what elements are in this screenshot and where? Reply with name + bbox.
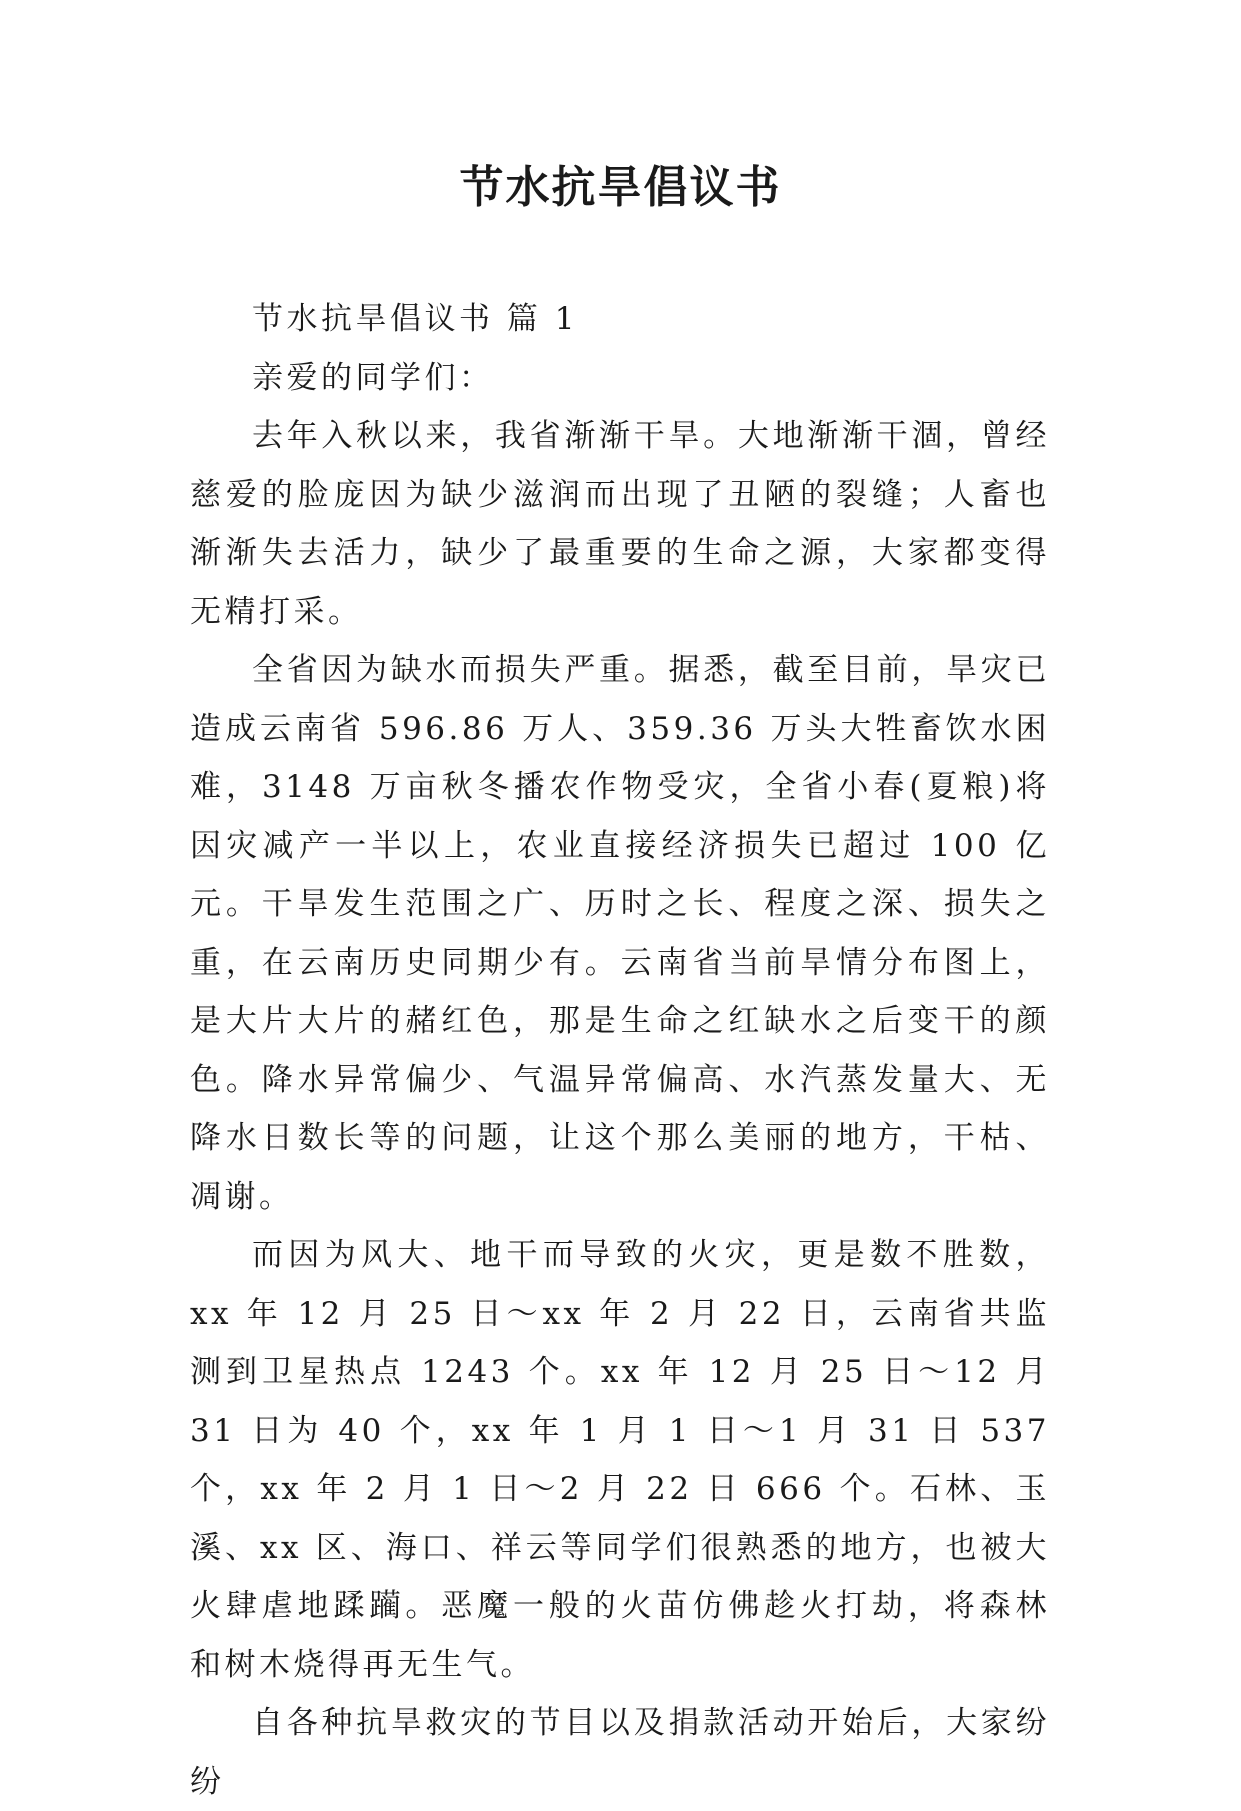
section-heading: 节水抗旱倡议书 篇 1 bbox=[252, 301, 578, 337]
paragraph: 自各种抗旱救灾的节目以及捐款活动开始后，大家纷纷 bbox=[190, 1705, 1050, 1800]
paragraph: 全省因为缺水而损失严重。据悉，截至目前，旱灾已造成云南省 596.86 万人、359.36 万头大牲畜饮水困难，3148 万亩秋冬播农作物受灾，全省小春(夏粮)将因灾减产一半以上，农业直接经济损失已超过 100 亿元。干旱发生范围之广、历时之长、程度之深、损失之重，在云南历史同期少有。云南省当前旱情分布图上，是大片大片的赭红色，那是生命之红缺水之后变干的颜色。降水异常偏少、气温异常偏高、水汽蒸发量大、无降水日数长等的问题，让这个那么美丽的地方，干枯、凋谢。 bbox=[190, 652, 1050, 1215]
document-title: 节水抗旱倡议书 bbox=[459, 162, 782, 213]
greeting: 亲爱的同学们： bbox=[252, 359, 494, 396]
document-body bbox=[190, 290, 1050, 1811]
paragraph: 而因为风大、地干而导致的火灾，更是数不胜数，xx 年 12 月 25 日～xx 年 2 月 22 日，云南省共监测到卫星热点 1243 个。xx 年 12 月 25 日～12 月 31 日为 40 个，xx 年 1 月 1 日～1 月 31 日 537 个，xx 年 2 月 1 日～2 月 22 日 666 个。石林、玉溪、xx 区、海口、祥云等同学们很熟悉的地方，也被大火肆虐地蹂躏。恶魔一般的火苗仿佛趁火打劫，将森林和树木烧得再无生气。 bbox=[190, 1237, 1050, 1683]
paragraph: 去年入秋以来，我省渐渐干旱。大地渐渐干涸，曾经慈爱的脸庞因为缺少滋润而出现了丑陋的裂缝；人畜也渐渐失去活力，缺少了最重要的生命之源，大家都变得无精打采。 bbox=[190, 418, 1050, 630]
